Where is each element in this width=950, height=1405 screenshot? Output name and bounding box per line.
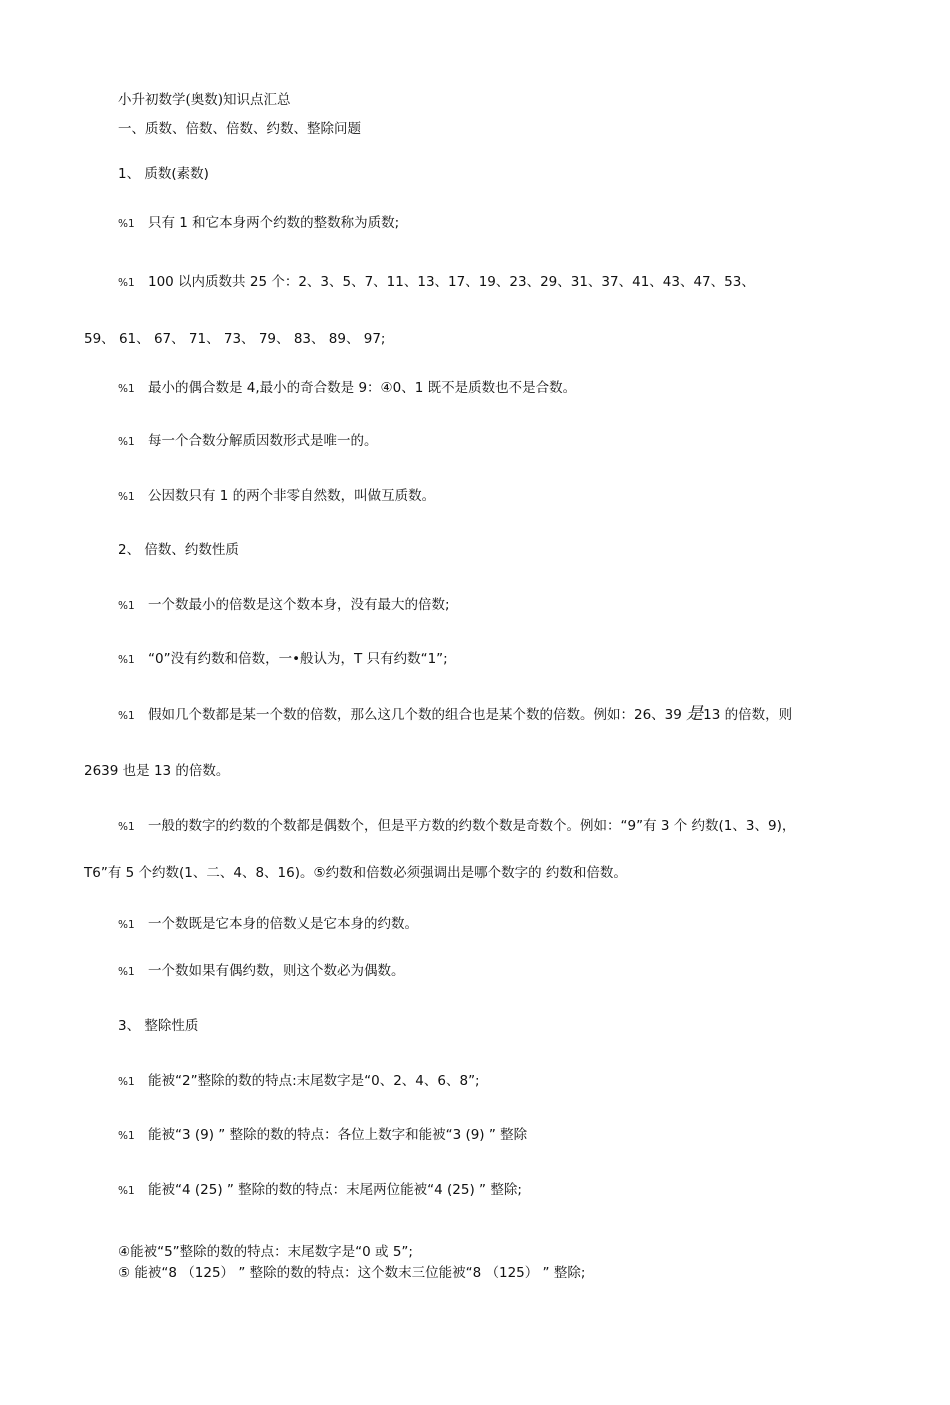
list-item: [118, 705, 792, 725]
item-marker: %1: [118, 710, 135, 722]
item-text: 100 以内质数共 25 个：2、3、5、7、11、13、17、19、23、29、31、37、41、43、47、53、: [148, 274, 755, 290]
item-text: 能被“2”整除的数的特点:末尾数字是“0、2、4、6、8”;: [148, 1073, 480, 1089]
list-item: [118, 1072, 480, 1091]
item-marker: %1: [118, 1076, 135, 1088]
list-item: [118, 962, 405, 981]
item-marker: %1: [118, 218, 135, 230]
list-item: [118, 915, 418, 934]
list-item: [118, 214, 399, 233]
doc-title: 小升初数学(奥数)知识点汇总: [118, 92, 291, 108]
item-marker: %1: [118, 966, 135, 978]
item-marker: %1: [118, 436, 135, 448]
item-text: 一个数既是它本身的倍数乂是它本身的约数。: [148, 916, 418, 932]
item-text: 公因数只有 1 的两个非零自然数，叫做互质数。: [148, 488, 436, 504]
list-item: [118, 650, 448, 669]
item-text: 一个数如果有偶约数，则这个数必为偶数。: [148, 963, 405, 979]
item-text-continued: T6”有 5 个约数(1、二、4、8、16)。⑤约数和倍数必须强调出是哪个数字的 约数和倍数。: [84, 865, 627, 881]
item-text-continued: 2639 也是 13 的倍数。: [84, 763, 230, 779]
item-text-continued: 59、 61、 67、 71、 73、 79、 83、 89、 97;: [84, 331, 386, 347]
item-text: “0”没有约数和倍数，一•般认为，T 只有约数“1”;: [148, 651, 448, 667]
list-item: ④能被“5”整除的数的特点：末尾数字是“0 或 5”;: [118, 1244, 413, 1260]
subheading-primes: 1、 质数(素数): [118, 166, 209, 182]
section-heading-1: 一、质数、倍数、倍数、约数、整除问题: [118, 121, 361, 137]
item-text: 能被“3 (9) ” 整除的数的特点：各位上数字和能被“3 (9) ” 整除: [148, 1127, 528, 1143]
list-item: [118, 487, 435, 506]
item-text-tail: 13 的倍数，则: [703, 707, 793, 723]
list-item: [118, 817, 795, 836]
item-marker: %1: [118, 821, 135, 833]
list-item: [118, 432, 378, 451]
item-text: 每一个合数分解质因数形式是唯一的。: [148, 433, 378, 449]
item-marker: %1: [118, 277, 135, 289]
item-text: 一般的数字的约数的个数都是偶数个，但是平方数的约数个数是奇数个。例如：“9”有 3 个 约数(1、3、9)，: [148, 818, 796, 834]
item-marker: %1: [118, 383, 135, 395]
item-text: 能被“4 (25) ” 整除的数的特点：末尾两位能被“4 (25) ” 整除;: [148, 1182, 522, 1198]
item-marker: %1: [118, 491, 135, 503]
item-text: 最小的偶合数是 4,最小的奇合数是 9：④0、1 既不是质数也不是合数。: [148, 380, 577, 396]
list-item: [118, 596, 450, 615]
item-marker: %1: [118, 654, 135, 666]
list-item: [118, 1126, 527, 1145]
item-text: 一个数最小的倍数是这个数本身，没有最大的倍数;: [148, 597, 450, 613]
list-item: [118, 1181, 522, 1200]
list-item: [118, 273, 755, 292]
subheading-multiples-divisors: 2、 倍数、约数性质: [118, 542, 239, 558]
item-text: 只有 1 和它本身两个约数的整数称为质数;: [148, 215, 400, 231]
item-text: 假如几个数都是某一个数的倍数，那么这几个数的组合也是某个数的倍数。例如：26、39: [148, 707, 682, 723]
item-marker: %1: [118, 600, 135, 612]
subheading-divisibility: 3、 整除性质: [118, 1018, 199, 1034]
item-marker: %1: [118, 1130, 135, 1142]
list-item: ⑤ 能被“8 （125） ” 整除的数的特点：这个数末三位能被“8 （125） ” 整除;: [118, 1265, 586, 1281]
item-text-emphasis: 是: [686, 704, 704, 724]
list-item: [118, 379, 576, 398]
item-marker: %1: [118, 919, 135, 931]
item-marker: %1: [118, 1185, 135, 1197]
